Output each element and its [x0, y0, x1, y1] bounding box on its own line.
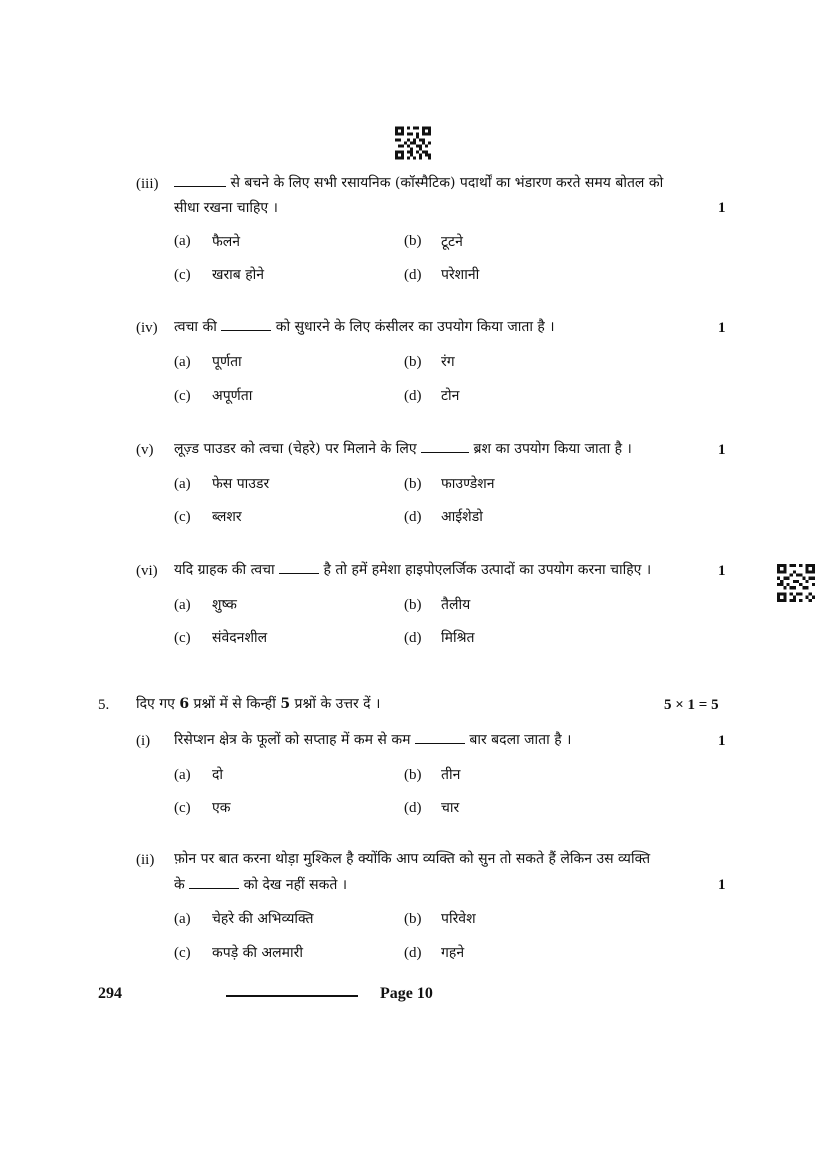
option-label: (d) [404, 509, 422, 525]
question-number: (vi) [136, 563, 158, 579]
option-text: परिवेश [441, 911, 476, 927]
option-label: (a) [174, 597, 191, 613]
option-label: (b) [404, 767, 422, 783]
option-text: संवेदनशील [212, 630, 268, 646]
option-text: गहने [441, 945, 465, 961]
option-text: फैलने [212, 234, 241, 250]
answer-blank [221, 316, 271, 331]
question-number: (iii) [136, 176, 159, 192]
option-label: (a) [174, 354, 191, 370]
qr-code-top [395, 126, 431, 160]
option-text: शुष्क [212, 597, 237, 613]
option-text: रंग [441, 354, 455, 370]
option-label: (b) [404, 476, 422, 492]
option-text: फाउण्डेशन [441, 476, 495, 492]
option-text: टूटने [441, 234, 463, 250]
section-instruction: दिए गए 6 प्रश्नों में से किन्हीं 5 प्रश्नों के उत्तर दें । [136, 696, 381, 712]
marks: 1 [718, 442, 726, 458]
option-label: (b) [404, 597, 422, 613]
option-label: (d) [404, 630, 422, 646]
question-number: (iv) [136, 320, 158, 336]
question-text: त्वचा की को सुधारने के लिए कंसीलर का उपयोग किया जाता है । [174, 314, 555, 340]
option-text: कपड़े की अलमारी [212, 945, 304, 961]
option-label: (d) [404, 267, 422, 283]
option-label: (c) [174, 267, 191, 283]
footer-divider [226, 995, 358, 997]
option-text: दो [212, 767, 224, 783]
question-text: यदि ग्राहक की त्वचा है तो हमें हमेशा हाइपोएलर्जिक उत्पादों का उपयोग करना चाहिए । [174, 557, 651, 583]
option-label: (c) [174, 630, 191, 646]
qr-code-side [777, 564, 815, 602]
option-label: (c) [174, 388, 191, 404]
option-text: परेशानी [441, 267, 480, 283]
option-text: चार [441, 800, 460, 816]
answer-blank [421, 438, 469, 453]
option-text: खराब होने [212, 267, 265, 283]
option-text: आईशेडो [441, 509, 483, 525]
marks: 1 [718, 733, 726, 749]
paper-code: 294 [98, 985, 122, 1002]
marks: 1 [718, 877, 726, 893]
page-number: Page 10 [380, 985, 433, 1002]
question-text: फ़ोन पर बात करना थोड़ा मुश्किल है क्योंकि आप व्यक्ति को सुन तो सकते हैं लेकिन उस व्यक्ति [174, 851, 651, 867]
option-text: फेस पाउडर [212, 476, 270, 492]
marks: 1 [718, 320, 726, 336]
option-text: चेहरे की अभिव्यक्ति [212, 911, 314, 927]
option-label: (a) [174, 767, 191, 783]
option-label: (d) [404, 388, 422, 404]
option-text: तीन [441, 767, 461, 783]
option-text: मिश्रित [441, 630, 475, 646]
option-label: (a) [174, 476, 191, 492]
marks: 1 [718, 563, 726, 579]
option-text: अपूर्णता [212, 388, 253, 404]
option-text: ब्लशर [212, 509, 242, 525]
marks: 1 [718, 200, 726, 216]
answer-blank [174, 172, 226, 187]
question-number: (i) [136, 733, 151, 749]
option-text: पूर्णता [212, 354, 242, 370]
question-text: रिसेप्शन क्षेत्र के फूलों को सप्ताह में कम से कम बार बदला जाता है । [174, 727, 571, 753]
option-label: (b) [404, 354, 422, 370]
section-marks: 5 × 1 = 5 [664, 697, 719, 713]
option-label: (c) [174, 945, 191, 961]
question-text: से बचने के लिए सभी रसायनिक (कॉस्मैटिक) पदार्थों का भंडारण करते समय बोतल को [174, 170, 663, 196]
answer-blank [415, 729, 465, 744]
question-number: (ii) [136, 852, 155, 868]
question-text-line2: के को देख नहीं सकते । [174, 872, 347, 898]
option-text: टोन [441, 388, 460, 404]
option-label: (d) [404, 945, 422, 961]
option-text: तैलीय [441, 597, 471, 613]
question-text-line2: सीधा रखना चाहिए । [174, 200, 278, 216]
option-label: (c) [174, 509, 191, 525]
option-label: (a) [174, 233, 191, 249]
answer-blank [279, 559, 319, 574]
option-label: (b) [404, 911, 422, 927]
answer-blank [189, 874, 239, 889]
option-label: (c) [174, 800, 191, 816]
option-label: (d) [404, 800, 422, 816]
question-text: लूज़्ड पाउडर को त्वचा (चेहरे) पर मिलाने के लिए ब्रश का उपयोग किया जाता है । [174, 436, 632, 462]
option-label: (b) [404, 233, 422, 249]
section-number: 5. [98, 697, 110, 713]
option-text: एक [212, 800, 231, 816]
question-number: (v) [136, 442, 154, 458]
option-label: (a) [174, 911, 191, 927]
